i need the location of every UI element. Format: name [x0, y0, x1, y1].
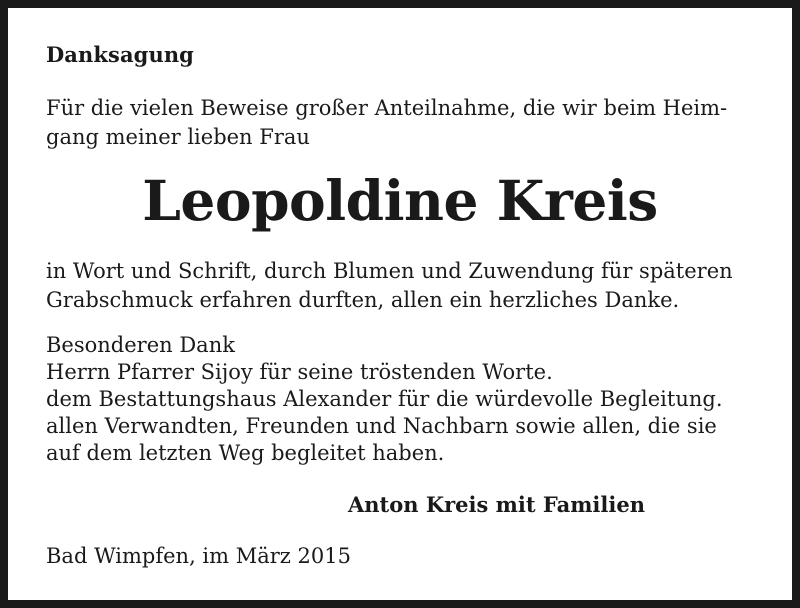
thanks-line: auf dem letzten Weg begleitet haben.	[46, 441, 445, 465]
body-line: in Wort und Schrift, durch Blumen und Zuwendung für späteren	[46, 259, 733, 283]
notice-heading: Danksagung	[46, 42, 194, 67]
intro-line: gang meiner lieben Frau	[46, 125, 310, 149]
body-paragraph	[46, 257, 786, 315]
thanks-line: allen Verwandten, Freunden und Nachbarn sowie allen, die sie	[46, 414, 717, 438]
body-line: Grabschmuck erfahren durften, allen ein herzliches Danke.	[46, 288, 680, 312]
deceased-name: Leopoldine Kreis	[142, 168, 658, 233]
thanks-line: Besonderen Dank	[46, 333, 235, 357]
thanks-line: Herrn Pfarrer Sijoy für seine tröstenden Worte.	[46, 360, 553, 384]
intro-paragraph	[46, 94, 766, 152]
intro-line: Für die vielen Beweise großer Anteilnahme, die wir beim Heim-	[46, 96, 728, 120]
signature: Anton Kreis mit Familien	[348, 492, 645, 517]
place-date: Bad Wimpfen, im März 2015	[46, 544, 351, 568]
thanks-line: dem Bestattungshaus Alexander für die würdevolle Begleitung.	[46, 387, 723, 411]
obituary-notice	[8, 8, 792, 600]
special-thanks	[46, 332, 786, 467]
